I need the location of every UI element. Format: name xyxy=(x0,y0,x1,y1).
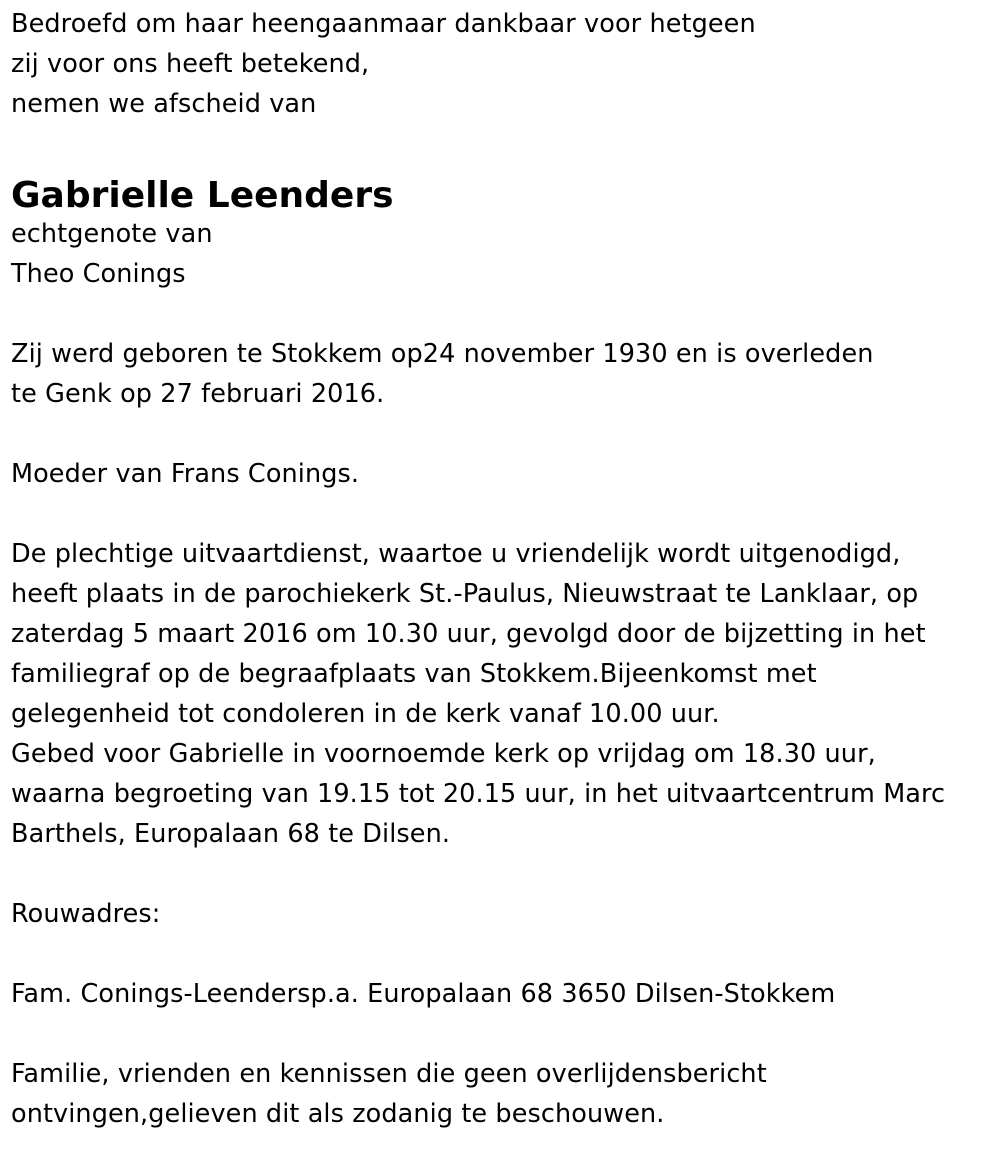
spacer xyxy=(11,294,991,334)
service-paragraph xyxy=(11,534,991,854)
spacer xyxy=(11,934,991,974)
obituary-notice xyxy=(11,4,991,1134)
spacer xyxy=(11,1014,991,1054)
birth-death-line: Zij werd geboren te Stokkem op24 november 1930 en is overleden xyxy=(11,339,874,369)
service-line: waarna begroeting van 19.15 tot 20.15 uur, in het uitvaartcentrum Marc xyxy=(11,779,946,809)
spouse-line: echtgenote van xyxy=(11,219,213,249)
intro-line: Bedroefd om haar heengaanmaar dankbaar voor hetgeen xyxy=(11,9,756,39)
service-line: heeft plaats in de parochiekerk St.-Paulus, Nieuwstraat te Lanklaar, op xyxy=(11,579,919,609)
service-line: gelegenheid tot condoleren in de kerk vanaf 10.00 uur. xyxy=(11,699,720,729)
spouse-paragraph xyxy=(11,214,991,294)
spacer xyxy=(11,854,991,894)
birth-death-line: te Genk op 27 februari 2016. xyxy=(11,379,385,409)
children-paragraph xyxy=(11,454,991,494)
mourning-address-label: Rouwadres: xyxy=(11,899,161,929)
intro-paragraph xyxy=(11,4,991,124)
intro-line: nemen we afscheid van xyxy=(11,89,317,119)
closing-line: Familie, vrienden en kennissen die geen overlijdensbericht xyxy=(11,1059,767,1089)
birth-death-paragraph xyxy=(11,334,991,414)
service-line: Barthels, Europalaan 68 te Dilsen. xyxy=(11,819,451,849)
closing-line: ontvingen,gelieven dit als zodanig te beschouwen. xyxy=(11,1099,665,1129)
service-line: De plechtige uitvaartdienst, waartoe u vriendelijk wordt uitgenodigd, xyxy=(11,539,901,569)
intro-line: zij voor ons heeft betekend, xyxy=(11,49,370,79)
service-line: familiegraf op de begraafplaats van Stokkem.Bijeenkomst met xyxy=(11,659,817,689)
mourning-address: Fam. Conings-Leendersp.a. Europalaan 68 3650 Dilsen-Stokkem xyxy=(11,979,836,1009)
service-line: Gebed voor Gabrielle in voornoemde kerk op vrijdag om 18.30 uur, xyxy=(11,739,876,769)
spacer xyxy=(11,124,991,164)
closing-paragraph xyxy=(11,1054,991,1134)
spouse-line: Theo Conings xyxy=(11,259,186,289)
children-line: Moeder van Frans Conings. xyxy=(11,459,360,489)
spacer xyxy=(11,414,991,454)
spacer xyxy=(11,494,991,534)
service-line: zaterdag 5 maart 2016 om 10.30 uur, gevolgd door de bijzetting in het xyxy=(11,619,926,649)
deceased-name: Gabrielle Leenders xyxy=(11,175,394,216)
